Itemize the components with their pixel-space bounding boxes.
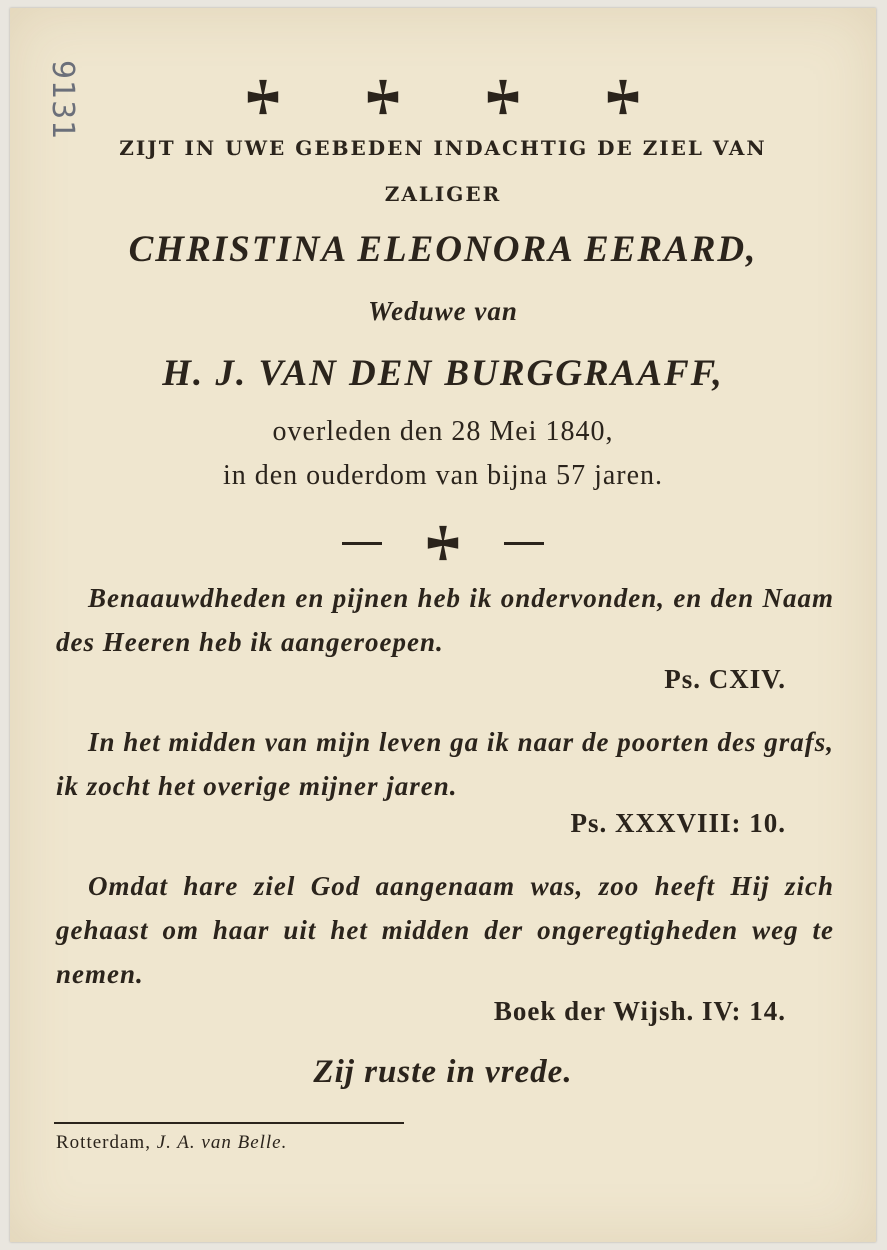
cross-pattee-icon [364, 78, 402, 116]
spouse-name: H. J. VAN DEN BURGGRAAFF, [162, 353, 724, 394]
death-date: overleden den 28 Mei 1840, [272, 416, 614, 447]
printer-name: J. A. van Belle. [156, 1132, 288, 1153]
verse-reference: Ps. CXIV. [664, 664, 786, 694]
printer-city: Rotterdam, [56, 1132, 151, 1153]
verse-text: In het midden van mijn leven ga ik naar de poorten des grafs, ik zocht het overige mijner jaren. [56, 727, 834, 801]
closing-blessing: Zij ruste in vrede. [313, 1054, 573, 1090]
relation-label: Weduwe van [368, 296, 518, 326]
verse-reference: Ps. XXXVIII: 10. [570, 808, 786, 838]
divider-dash [504, 542, 544, 545]
divider-dash [342, 542, 382, 545]
age-at-death: in den ouderdom van bijna 57 jaren. [222, 460, 664, 491]
verse-text: Benaauwdheden en pijnen heb ik ondervonden, en den Naam des Heeren heb ik aangeroepen. [56, 583, 834, 657]
ornament-divider [10, 524, 876, 562]
deceased-name: CHRISTINA ELEONORA EERARD, [128, 229, 758, 270]
cross-pattee-icon [244, 78, 282, 116]
header-line-2: ZALIGER [384, 182, 502, 206]
cross-pattee-icon [604, 78, 642, 116]
footer-rule [54, 1122, 404, 1124]
verse-reference: Boek der Wijsh. IV: 14. [493, 996, 786, 1026]
cross-pattee-icon [424, 524, 462, 562]
cross-row [10, 78, 876, 116]
memorial-card [10, 8, 876, 1242]
cross-pattee-icon [484, 78, 522, 116]
verse-text: Omdat hare ziel God aangenaam was, zoo heeft Hij zich gehaast om haar uit het midden der ongeregtigheden weg te nemen. [56, 871, 834, 989]
handwritten-note: 9131 [45, 60, 80, 141]
printer-imprint [56, 1132, 287, 1154]
header-line-1: ZIJT IN UWE GEBEDEN INDACHTIG DE ZIEL VAN [119, 136, 767, 160]
